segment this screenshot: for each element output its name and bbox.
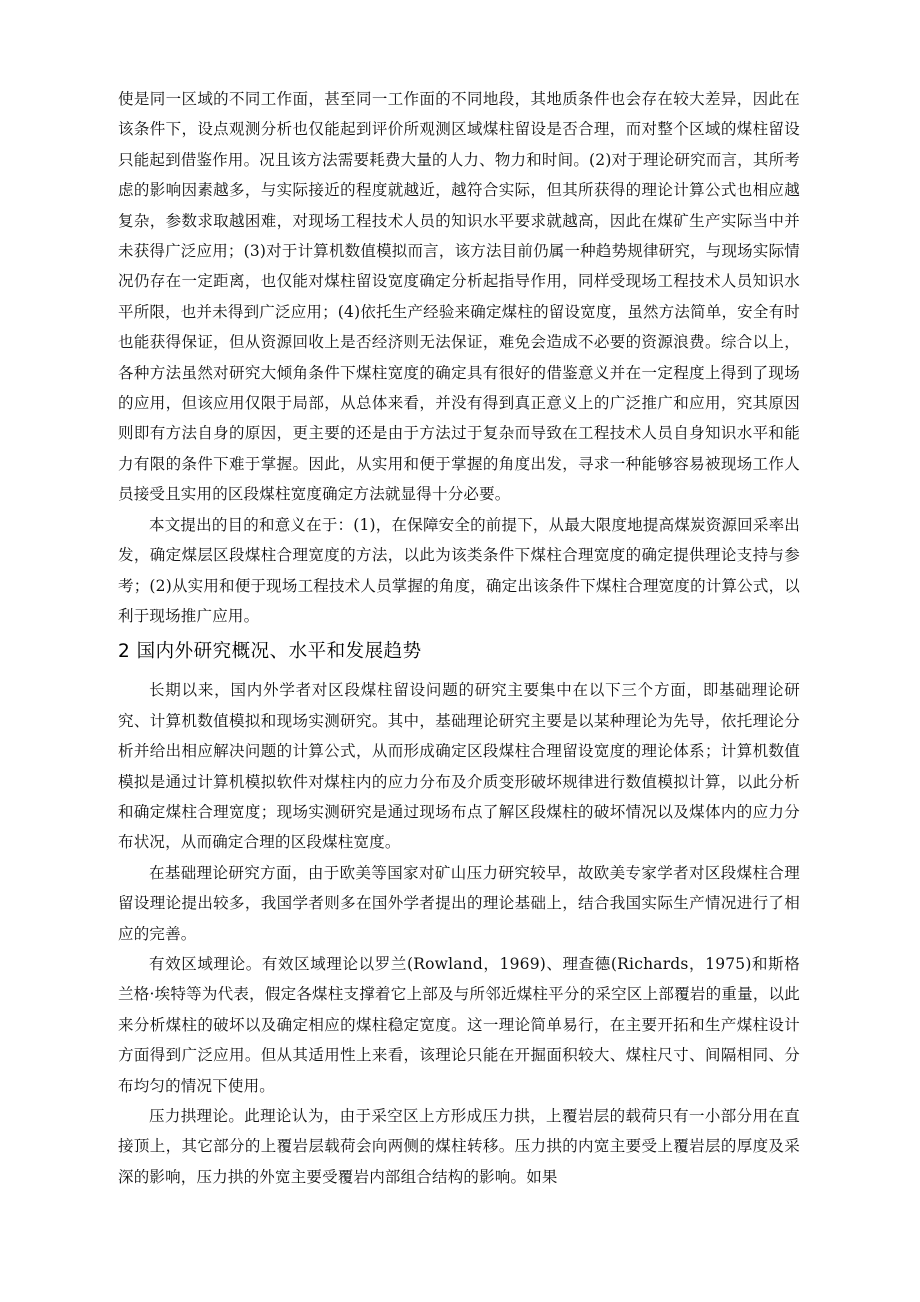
paragraph-effective-area-theory: 有效区域理论。有效区域理论以罗兰(Rowland，1969)、理查德(Richards，1975)和斯格兰格·埃特等为代表，假定各煤柱支撑着它上部及与所邻近煤柱平分的采空区上部覆岩的重量，以此来分析煤柱的破坏以及确定相应的煤柱稳定宽度。这一理论简单易行，在主要开拓和生产煤柱设计方面得到广泛应用。但从其适用性上来看，该理论只能在开掘面积较大、煤柱尺寸、间隔相同、分布均匀的情况下使用。: [118, 954, 800, 1095]
paragraph-basic-theory: 在基础理论研究方面，由于欧美等国家对矿山压力研究较早，故欧美专家学者对区段煤柱合理留设理论提出较多，我国学者则多在国外学者提出的理论基础上，结合我国实际生产情况进行了相应的完善。: [118, 863, 800, 943]
section-heading: 2 国内外研究概况、水平和发展趋势: [118, 641, 422, 663]
document-page: [118, 84, 800, 1192]
paragraph-research-overview: 长期以来，国内外学者对区段煤柱留设问题的研究主要集中在以下三个方面，即基础理论研究、计算机数值模拟和现场实测研究。其中，基础理论研究主要是以某种理论为先导，依托理论分析并给出相应解决问题的计算公式，从而形成确定区段煤柱合理留设宽度的理论体系；计算机数值模拟是通过计算机模拟软件对煤柱内的应力分布及介质变形破坏规律进行数值模拟计算，以此分析和确定煤柱合理宽度；现场实测研究是通过现场布点了解区段煤柱的破坏情况以及煤体内的应力分布状况，从而确定合理的区段煤柱宽度。: [118, 681, 800, 852]
paragraph-pressure-arch-theory: 压力拱理论。此理论认为，由于采空区上方形成压力拱，上覆岩层的载荷只有一小部分用在直接顶上，其它部分的上覆岩层载荷会向两侧的煤柱转移。压力拱的内宽主要受上覆岩层的厚度及采深的影响，压力拱的外宽主要受覆岩内部组合结构的影响。如果: [118, 1107, 800, 1186]
paragraph-purpose: 本文提出的目的和意义在于：(1)，在保障安全的前提下，从最大限度地提高煤炭资源回采率出发，确定煤层区段煤柱合理宽度的方法，以此为该类条件下煤柱合理宽度的确定提供理论支持与参考；(2)从实用和便于现场工程技术人员掌握的角度，确定出该条件下煤柱合理宽度的计算公式，以利于现场推广应用。: [118, 515, 800, 625]
paragraph-methods-critique: 使是同一区域的不同工作面，甚至同一工作面的不同地段，其地质条件也会存在较大差异，因此在该条件下，设点观测分析也仅能起到评价所观测区域煤柱留设是否合理，而对整个区域的煤柱留设只能起到借鉴作用。况且该方法需要耗费大量的人力、物力和时间。(2)对于理论研究而言，其所考虑的影响因素越多，与实际接近的程度就越近，越符合实际，但其所获得的理论计算公式也相应越复杂，参数求取越困难，对现场工程技术人员的知识水平要求就越高，因此在煤矿生产实际当中并未获得广泛应用；(3)对于计算机数值模拟而言，该方法目前仍属一种趋势规律研究，与现场实际情况仍存在一定距离，也仅能对煤柱留设宽度确定分析起指导作用，同样受现场工程技术人员知识水平所限，也并未得到广泛应用；(4)依托生产经验来确定煤柱的留设宽度，虽然方法简单，安全有时也能获得保证，但从资源回收上是否经济则无法保证，难免会造成不必要的资源浪费。综合以上，各种方法虽然对研究大倾角条件下煤柱宽度的确定具有很好的借鉴意义并在一定程度上得到了现场的应用，但该应用仅限于局部，从总体来看，并没有得到真正意义上的广泛推广和应用，究其原因则即有方法自身的原因，更主要的还是由于方法过于复杂而导致在工程技术人员自身知识水平和能力有限的条件下难于掌握。因此，从实用和便于掌握的角度出发，寻求一种能够容易被现场工作人员接受且实用的区段煤柱宽度确定方法就显得十分必要。: [118, 90, 800, 504]
